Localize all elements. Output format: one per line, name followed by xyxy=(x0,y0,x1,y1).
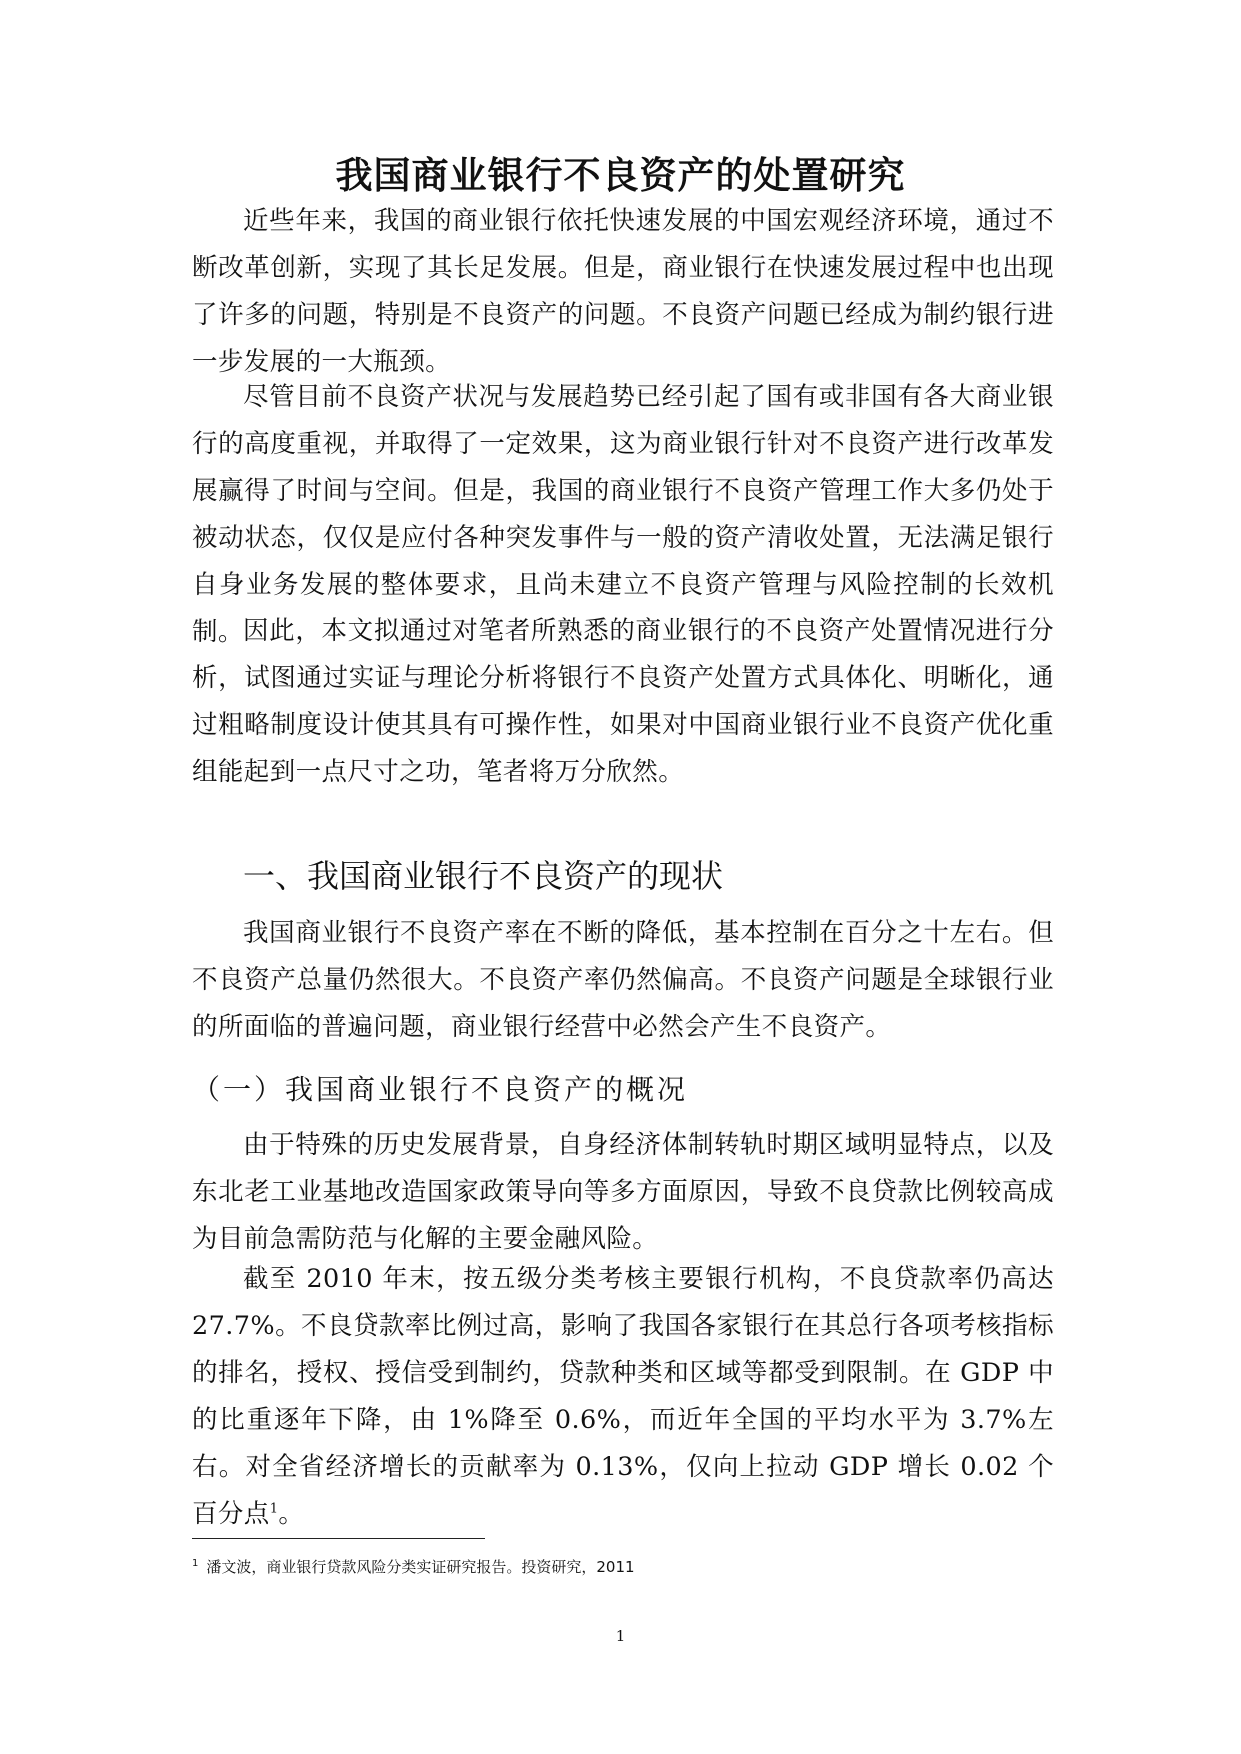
intro-paragraph-3: 因此，本文拟通过对笔者所熟悉的商业银行的不良资产处置情况进行分析，试图通过实证与理论分析将银行不良资产处置方式具体化、明晰化，通过粗略制度设计使其具有可操作性，如果对中国商业银行业不良资产优化重组能起到一点尺寸之功，笔者将万分欣然。 xyxy=(192,616,1054,787)
section-heading: 一、我国商业银行不良资产的现状 xyxy=(243,857,724,895)
subsection-paragraph-1: 由于特殊的历史发展背景，自身经济体制转轨时期区域明显特点，以及东北老工业基地改造国家政策导向等多方面原因，导致不良贷款比例较高成为目前急需防范与化解的主要金融风险。 xyxy=(192,1130,1054,1254)
page-number: 1 xyxy=(615,1627,626,1645)
subsection-paragraph-2-end: 。 xyxy=(278,1499,305,1529)
footnote-divider xyxy=(192,1538,485,1539)
footnote-text: 潘文波，商业银行贷款风险分类实证研究报告。投资研究，2011 xyxy=(206,1558,635,1576)
footnote-marker: 1 xyxy=(192,1558,199,1569)
intro-paragraph-1: 近些年来，我国的商业银行依托快速发展的中国宏观经济环境，通过不断改革创新，实现了其长足发展。但是，商业银行在快速发展过程中也出现了许多的问题，特别是不良资产的问题。不良资产问题已经成为制约银行进一步发展的一大瓶颈。 xyxy=(192,206,1054,377)
document-title: 我国商业银行不良资产的处置研究 xyxy=(335,154,906,197)
subsection-heading: （一）我国商业银行不良资产的概况 xyxy=(192,1073,689,1106)
footnote-reference[interactable]: 1 xyxy=(269,1501,279,1517)
footnote xyxy=(192,1552,635,1579)
intro-paragraph-2: 尽管目前不良资产状况与发展趋势已经引起了国有或非国有各大商业银行的高度重视，并取得了一定效果，这为商业银行针对不良资产进行改革发展赢得了时间与空间。但是，我国的商业银行不良资产管理工作大多仍处于被动状态，仅仅是应付各种突发事件与一般的资产清收处置，无法满足银行自身业务发展的整体要求，且尚未建立不良资产管理与风险控制的长效机制。 xyxy=(192,382,1054,647)
section-paragraph: 我国商业银行不良资产率在不断的降低，基本控制在百分之十左右。但不良资产总量仍然很大。不良资产率仍然偏高。不良资产问题是全球银行业的所面临的普遍问题，商业银行经营中必然会产生不良资产。 xyxy=(192,918,1054,1042)
subsection-paragraph-2-text: 截至 2010 年末，按五级分类考核主要银行机构，不良贷款率仍高达 27.7%。不良贷款率比例过高，影响了我国各家银行在其总行各项考核指标的排名，授权、授信受到制约，贷款种类和区域等都受到限制。在 GDP 中的比重逐年下降，由 1%降至 0.6%，而近年全国的平均水平为 3.7%左右。对全省经济增长的贡献率为 0.13%，仅向上拉动 GDP 增长 0.02 个百分点 xyxy=(192,1264,1054,1529)
subsection-paragraph-2 xyxy=(192,1256,1054,1538)
